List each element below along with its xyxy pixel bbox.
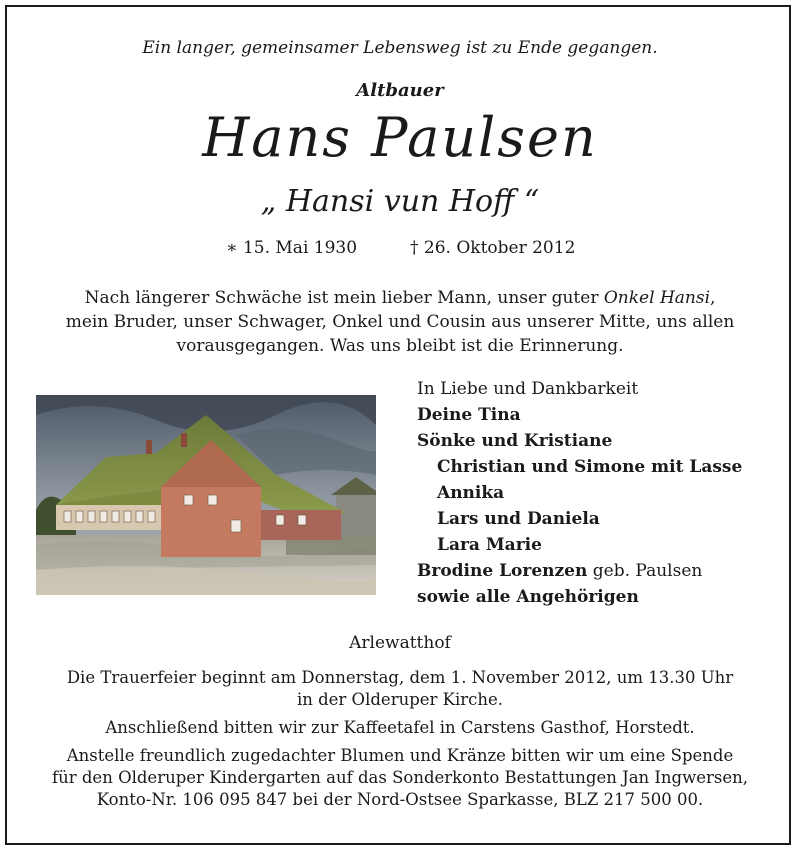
signer: Annika	[437, 483, 505, 503]
signer: sowie alle Angehörigen	[417, 587, 639, 607]
signer: Christian und Simone mit Lasse	[437, 457, 743, 477]
intro-line: Ein langer, gemeinsamer Lebensweg ist zu Ende gegangen.	[142, 38, 658, 58]
signer: Deine Tina	[417, 405, 521, 425]
signer: Sönke und Kristiane	[417, 431, 613, 451]
signers-list	[417, 376, 742, 610]
signers-heading: In Liebe und Dankbarkeit	[417, 379, 639, 399]
signer: Lars und Daniela	[437, 509, 600, 529]
donation-line-1: Anstelle freundlich zugedachter Blumen und Kränze bitten wir um eine Spende	[66, 746, 734, 765]
announcement-text	[0, 286, 800, 358]
donation-line-2: für den Olderuper Kindergarten auf das Sonderkonto Bestattungen Jan Ingwersen,	[52, 768, 748, 787]
announcement-line-3: vorausgegangen. Was uns bleibt ist die Erinnerung.	[176, 336, 624, 356]
signer-maiden-name: geb. Paulsen	[587, 561, 703, 581]
deceased-name: Hans Paulsen	[202, 106, 598, 169]
announcement-line-2: mein Bruder, unser Schwager, Onkel und Cousin aus unserer Mitte, uns allen	[65, 312, 735, 332]
occupation: Altbauer	[356, 80, 444, 101]
funeral-info	[0, 667, 800, 711]
funeral-line-1: Die Trauerfeier beginnt am Donnerstag, dem 1. November 2012, um 13.30 Uhr	[66, 668, 734, 687]
signer	[417, 558, 742, 584]
death-date: † 26. Oktober 2012	[410, 238, 576, 258]
announcement-line-1	[0, 286, 800, 310]
donation-line-3: Konto-Nr. 106 095 847 bei der Nord-Ostsee Sparkasse, BLZ 217 500 00.	[96, 790, 704, 809]
place-name: Arlewatthof	[349, 633, 451, 653]
nickname: „ Hansi vun Hoff “	[260, 184, 540, 219]
signer-name: Brodine Lorenzen	[417, 561, 588, 581]
birth-date: ∗ 15. Mai 1930	[226, 238, 358, 258]
announcement-italic-name: Onkel Hansi	[603, 288, 711, 308]
donation-info	[0, 745, 800, 811]
announcement-line-1-text: Nach längerer Schwäche ist mein lieber Mann, unser guter	[84, 288, 604, 308]
announcement-line-1-comma: ,	[710, 288, 716, 308]
funeral-line-2: in der Olderuper Kirche.	[296, 690, 504, 709]
coffee-info: Anschließend bitten wir zur Kaffeetafel in Carstens Gasthof, Horstedt.	[105, 718, 695, 737]
signer: Lara Marie	[437, 535, 542, 555]
farmhouse-painting	[36, 395, 376, 595]
